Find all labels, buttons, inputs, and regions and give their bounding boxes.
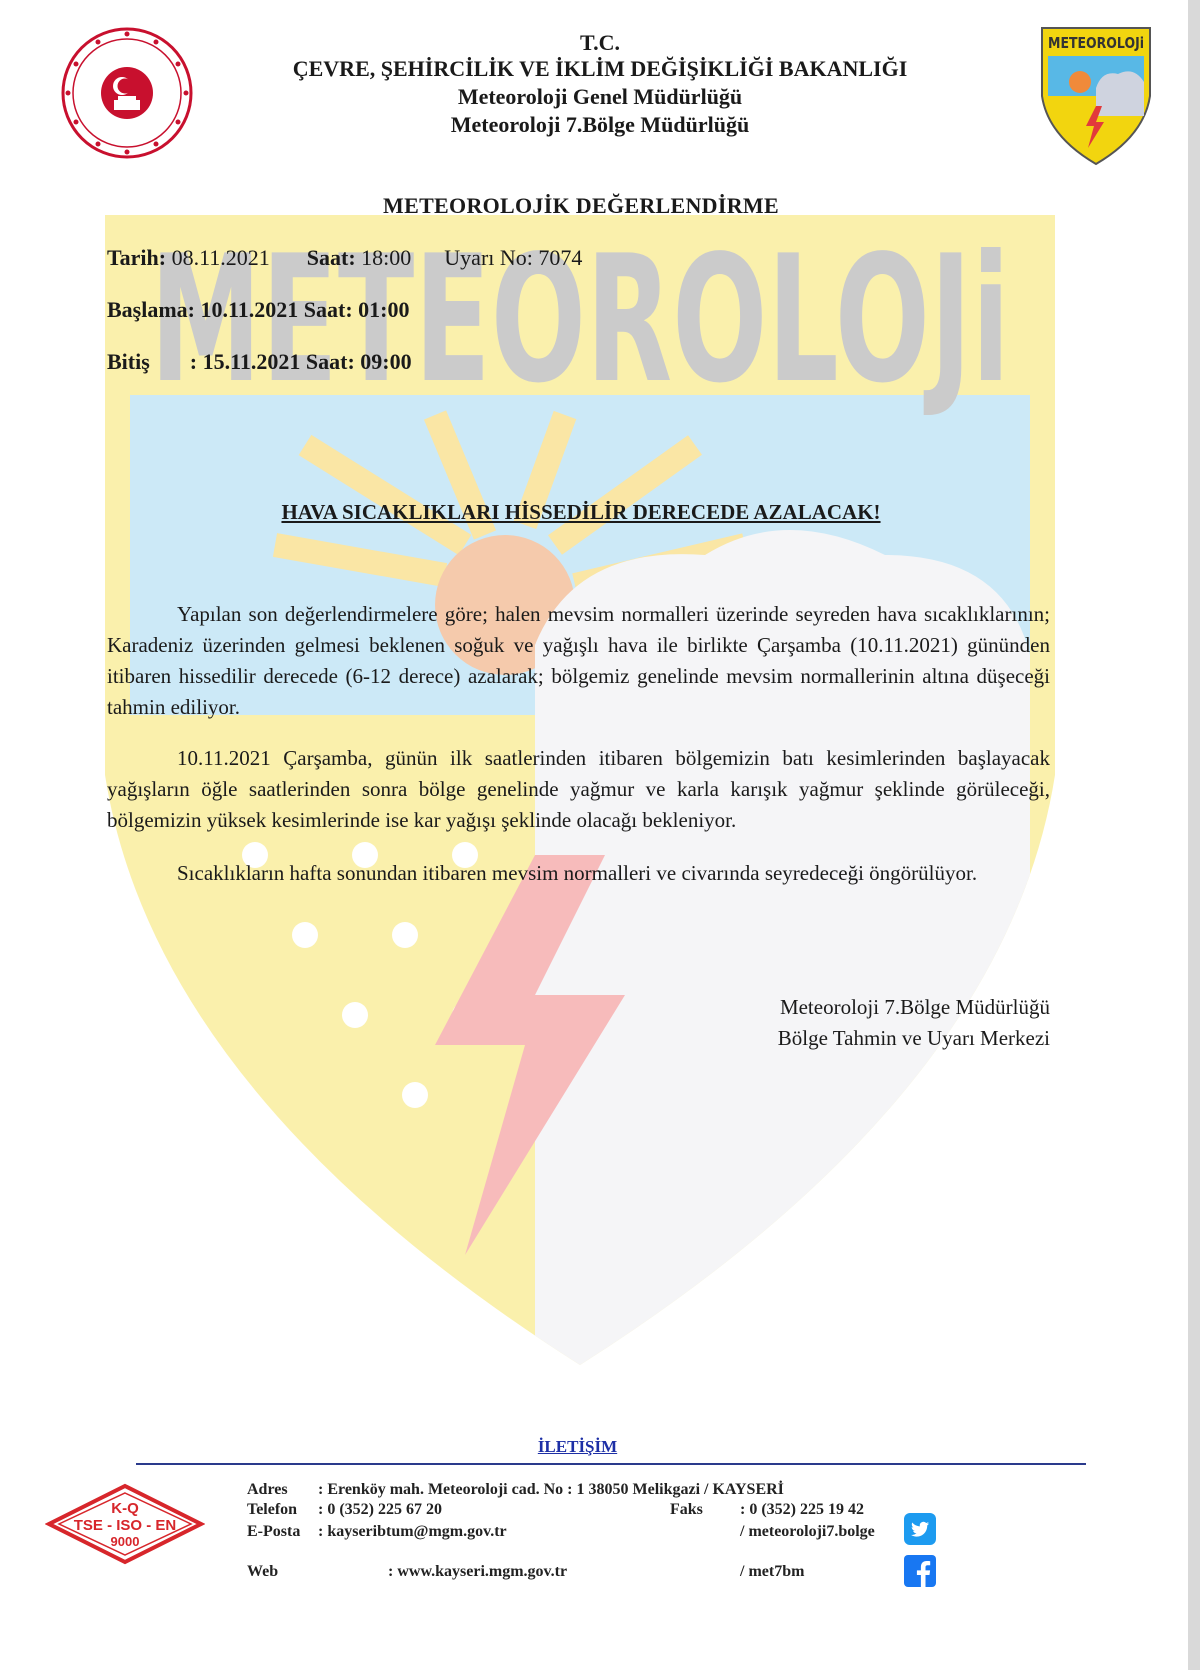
address-value: : Erenköy mah. Meteoroloji cad. No : 1 38050 Melikgazi / KAYSERİ: [318, 1481, 784, 1498]
email-label: E-Posta: [247, 1523, 301, 1540]
address-label: Adres: [247, 1481, 288, 1498]
header-ministry: ÇEVRE, ŞEHİRCİLİK VE İKLİM DEĞİŞİKLİĞİ BAKANLIĞI: [292, 56, 908, 81]
body-paragraph-2: 10.11.2021 Çarşamba, günün ilk saatlerinden itibaren bölgemizin batı kesimlerinden başlayacak yağışların öğle saatlerinden sonra bölge genelinde yağmur ve karla karışık yağmur şeklinde görüleceği, bölgemizin yüksek kesimlerinde ise kar yağışı şeklinde olacağı bekleniyor.: [107, 746, 1050, 832]
meteoroloji-logo-text: METEOROLOJi: [1048, 34, 1144, 52]
document-title: METEOROLOJİK DEĞERLENDİRME: [383, 193, 779, 218]
header-tc: T.C.: [580, 30, 620, 55]
email-value[interactable]: : kayseribtum@mgm.gov.tr: [318, 1523, 507, 1540]
start-value: 10.11.2021 Saat: 01:00: [200, 297, 410, 322]
watermark-text: METEOROLOJi: [150, 219, 1010, 422]
page-edge-shadow: [1188, 0, 1200, 1670]
date-label: Tarih:: [107, 245, 167, 270]
warning-number: Uyarı No: 7074: [444, 245, 583, 270]
body-paragraph-3: Sıcaklıkların hafta sonundan itibaren mevsim normalleri ve civarında seyredeceği öngörülüyor.: [177, 861, 978, 885]
twitter-handle[interactable]: / meteoroloji7.bolge: [740, 1523, 875, 1540]
tse-iso-certification-logo: [45, 1483, 205, 1565]
phone-value: : 0 (352) 225 67 20: [318, 1501, 442, 1518]
tse-line-1: K-Q: [111, 1500, 139, 1517]
twitter-icon[interactable]: [904, 1513, 936, 1545]
body-paragraph-1: Yapılan son değerlendirmelere göre; halen mevsim normalleri üzerinde seyreden hava sıcaklıklarının; Karadeniz üzerinden gelmesi beklenen soğuk ve yağışlı hava ile birlikte Çarşamba (10.11.2021) gününden itibaren hissedilir derecede (6-12 derece) azalarak; bölgemiz genelinde mevsim normallerinin altına düşeceği tahmin ediliyor.: [107, 602, 1050, 719]
meta-end-line: [107, 349, 412, 375]
end-label: Bitiş: [107, 349, 150, 374]
date-value: 08.11.2021: [171, 245, 270, 270]
time-label: Saat:: [306, 245, 356, 270]
footer-divider: [136, 1463, 1086, 1465]
end-value: : 15.11.2021 Saat: 09:00: [189, 349, 412, 374]
tse-line-3: 9000: [110, 1534, 140, 1549]
facebook-handle[interactable]: / met7bm: [740, 1563, 805, 1580]
fax-label: Faks: [670, 1501, 703, 1518]
facebook-icon[interactable]: [904, 1555, 936, 1587]
fax-value: : 0 (352) 225 19 42: [740, 1501, 864, 1518]
phone-label: Telefon: [247, 1501, 298, 1518]
warning-headline: HAVA SICAKLIKLARI HİSSEDİLİR DERECEDE AZALACAK!: [281, 500, 881, 524]
contact-title: İLETİŞİM: [537, 1437, 618, 1456]
meta-issue-line: [107, 245, 582, 271]
time-value: 18:00: [361, 245, 412, 270]
header-directorate: Meteoroloji Genel Müdürlüğü: [457, 84, 743, 109]
web-value[interactable]: : www.kayseri.mgm.gov.tr: [388, 1563, 568, 1580]
web-label: Web: [247, 1563, 279, 1580]
start-label: Başlama:: [107, 297, 195, 322]
signature-directorate: Meteoroloji 7.Bölge Müdürlüğü: [779, 995, 1050, 1019]
header-regional-directorate: Meteoroloji 7.Bölge Müdürlüğü: [450, 112, 750, 137]
tse-line-2: TSE - ISO - EN: [73, 1517, 177, 1534]
signature-center: Bölge Tahmin ve Uyarı Merkezi: [777, 1026, 1050, 1050]
meta-start-line: [107, 297, 410, 323]
